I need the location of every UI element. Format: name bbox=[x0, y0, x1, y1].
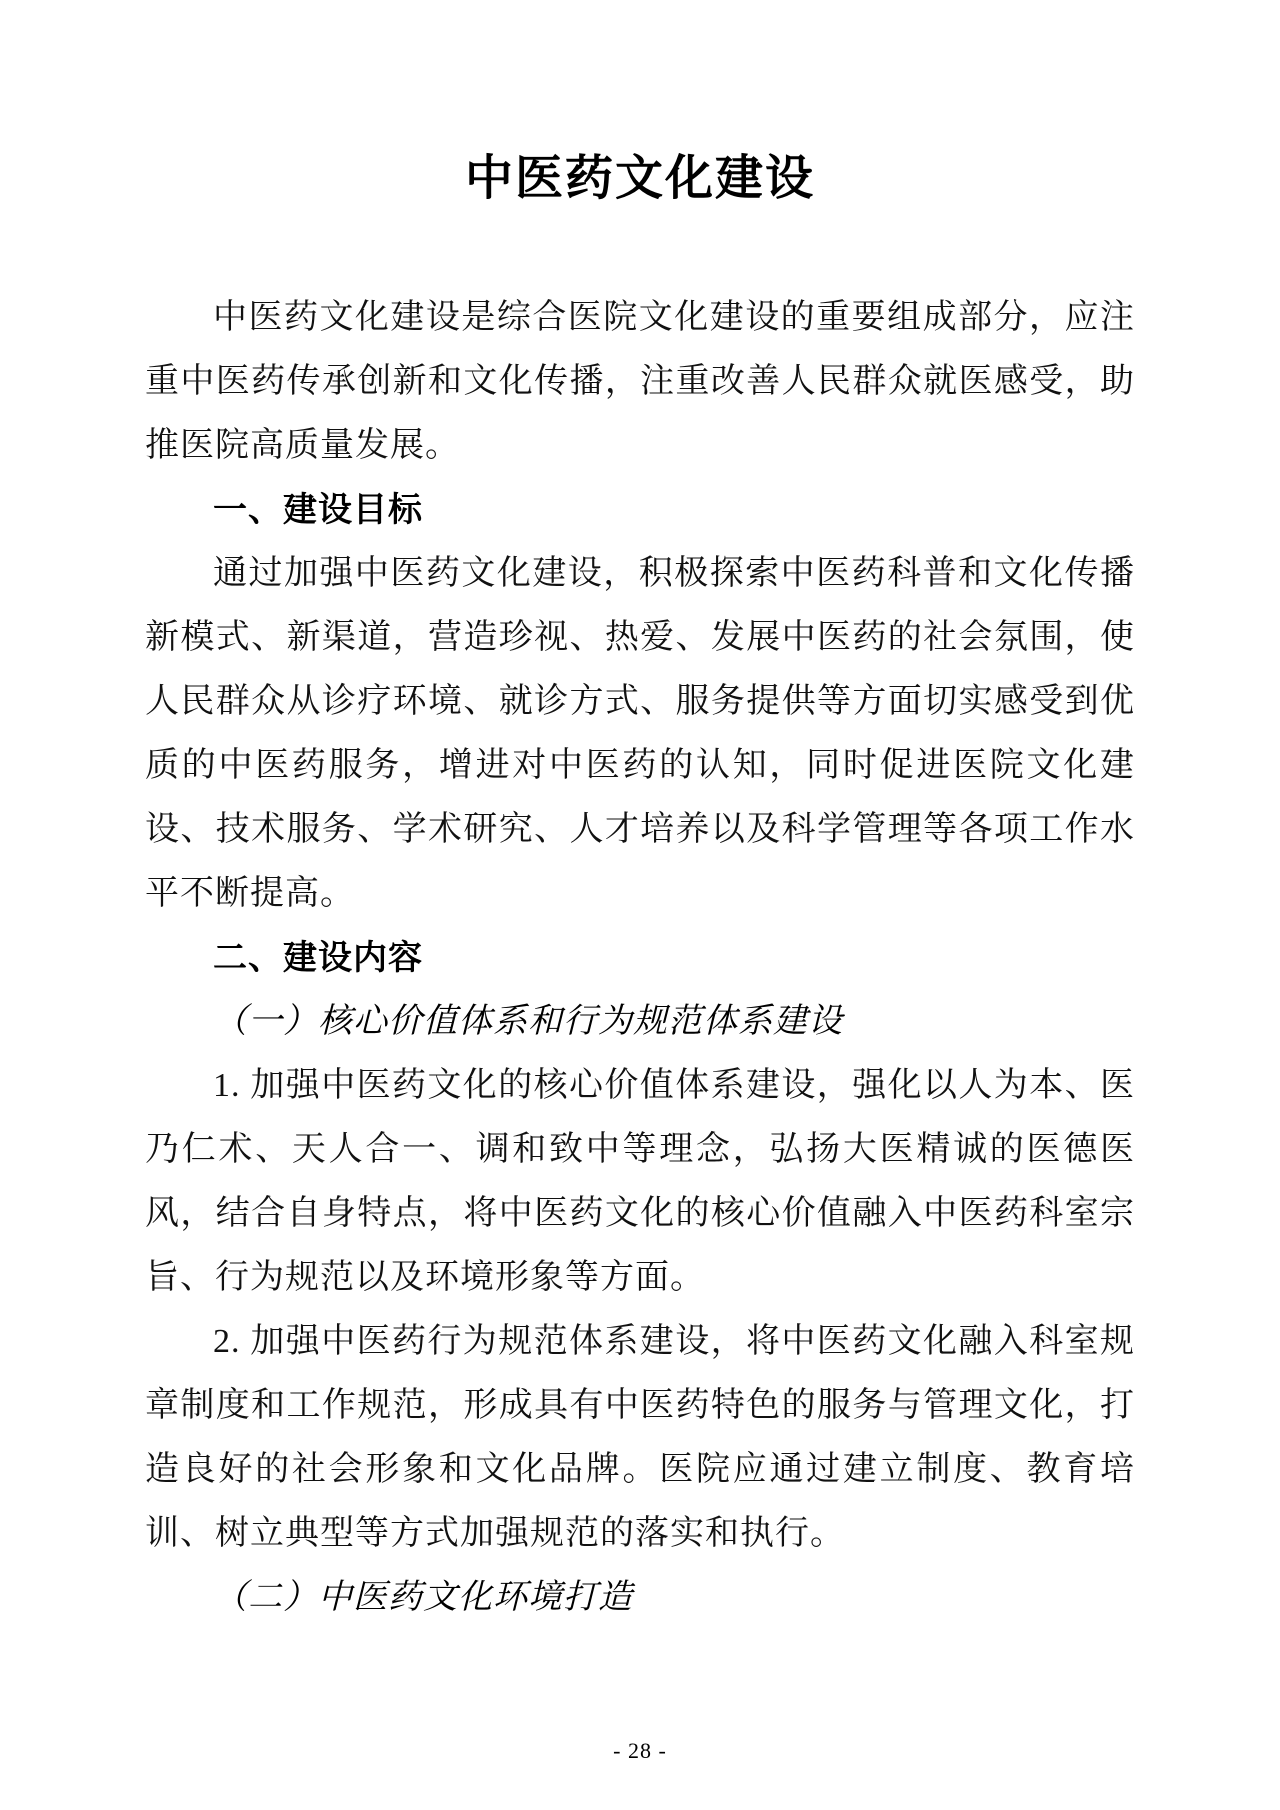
section-1-paragraph: 通过加强中医药文化建设，积极探索中医药科普和文化传播新模式、新渠道，营造珍视、热爱、发展中医药的社会氛围，使人民群众从诊疗环境、就诊方式、服务提供等方面切实感受到优质的中医药服务，增进对中医药的认知，同时促进医院文化建设、技术服务、学术研究、人才培养以及科学管理等各项工作水平不断提高。 bbox=[145, 555, 1135, 912]
document-title: 中医药文化建设 bbox=[464, 152, 815, 205]
section-2-heading: 二、建设内容 bbox=[213, 939, 423, 977]
subsection-1-heading: （一）核心价值体系和行为规范体系建设 bbox=[213, 1003, 843, 1040]
subsection-1-item-1: 1. 加强中医药文化的核心价值体系建设，强化以人为本、医乃仁术、天人合一、调和致中等理念，弘扬大医精诚的医德医风，结合自身特点，将中医药文化的核心价值融入中医药科室宗旨、行为规范以及环境形象等方面。 bbox=[145, 1067, 1135, 1296]
subsection-2-heading: （二）中医药文化环境打造 bbox=[213, 1579, 633, 1616]
section-1-heading: 一、建设目标 bbox=[213, 491, 423, 529]
document-body bbox=[145, 286, 1135, 1630]
page-number: - 28 - bbox=[613, 1738, 667, 1763]
subsection-1-item-2: 2. 加强中医药行为规范体系建设，将中医药文化融入科室规章制度和工作规范，形成具有中医药特色的服务与管理文化，打造良好的社会形象和文化品牌。医院应通过建立制度、教育培训、树立典型等方式加强规范的落实和执行。 bbox=[145, 1323, 1135, 1552]
intro-paragraph: 中医药文化建设是综合医院文化建设的重要组成部分，应注重中医药传承创新和文化传播，注重改善人民群众就医感受，助推医院高质量发展。 bbox=[145, 299, 1135, 464]
